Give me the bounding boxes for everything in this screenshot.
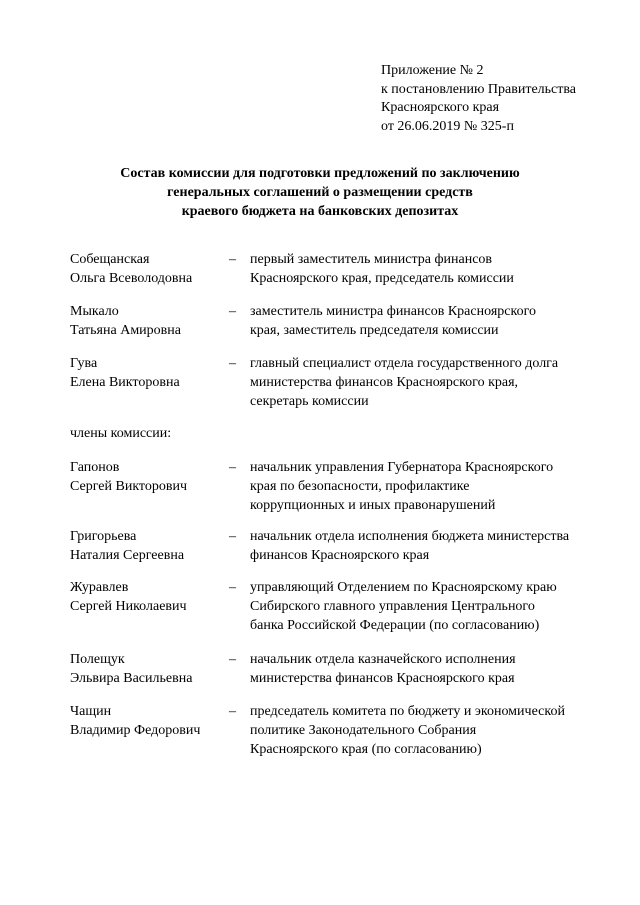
role-line: края по безопасности, профилактике — [250, 479, 470, 494]
role-line: первый заместитель министра финансов — [250, 252, 493, 267]
member-name — [70, 302, 225, 340]
title-line: генеральных соглашений о размещении средств — [167, 185, 473, 200]
role-line: управляющий Отделением по Красноярскому краю — [250, 580, 557, 595]
role-line: председатель комитета по бюджету и экономической — [250, 704, 565, 719]
member-name — [70, 702, 225, 740]
role-line: коррупционных и иных правонарушений — [250, 498, 496, 513]
separator-dash: – — [229, 252, 236, 267]
member-given-names: Ольга Всеволодовна — [70, 271, 193, 286]
member-role — [250, 302, 610, 340]
member-given-names: Эльвира Васильевна — [70, 671, 193, 686]
separator-dash: – — [229, 652, 236, 667]
member-role — [250, 650, 610, 688]
members-section-label: члены комиссии: — [70, 426, 172, 441]
role-line: Красноярского края (по согласованию) — [250, 742, 482, 757]
member-name — [70, 650, 225, 688]
member-surname: Собещанская — [70, 252, 150, 267]
member-name — [70, 354, 225, 392]
role-line: начальник управления Губернатора Красноярского — [250, 460, 554, 475]
member-name — [70, 458, 225, 496]
separator-dash: – — [229, 304, 236, 319]
separator-dash: – — [229, 580, 236, 595]
appendix-block — [381, 62, 576, 136]
member-given-names: Владимир Федорович — [70, 723, 201, 738]
document-title — [80, 164, 560, 221]
separator-dash: – — [229, 356, 236, 371]
role-line: Сибирского главного управления Центрального — [250, 599, 535, 614]
member-surname: Журавлев — [70, 580, 129, 595]
role-line: секретарь комиссии — [250, 394, 369, 409]
role-line: политике Законодательного Собрания — [250, 723, 477, 738]
member-name — [70, 250, 225, 288]
member-given-names: Сергей Николаевич — [70, 599, 187, 614]
member-surname: Чащин — [70, 704, 112, 719]
member-surname: Гапонов — [70, 460, 120, 475]
member-given-names: Татьяна Амировна — [70, 323, 181, 338]
separator-dash: – — [229, 460, 236, 475]
role-line: министерства финансов Красноярского края, — [250, 375, 519, 390]
member-given-names: Наталия Сергеевна — [70, 548, 185, 563]
role-line: начальник отдела исполнения бюджета министерства — [250, 529, 570, 544]
role-line: главный специалист отдела государственного долга — [250, 356, 559, 371]
member-role — [250, 527, 610, 565]
appendix-line: от 26.06.2019 № 325-п — [381, 118, 514, 134]
role-line: Красноярского края, председатель комиссии — [250, 271, 514, 286]
role-line: министерства финансов Красноярского края — [250, 671, 515, 686]
title-line: краевого бюджета на банковских депозитах — [181, 204, 459, 219]
member-surname: Гува — [70, 356, 98, 371]
member-surname: Мыкало — [70, 304, 119, 319]
separator-dash: – — [229, 704, 236, 719]
role-line: финансов Красноярского края — [250, 548, 430, 563]
separator-dash: – — [229, 529, 236, 544]
member-role — [250, 702, 610, 759]
role-line: банка Российской Федерации (по согласованию) — [250, 618, 540, 633]
member-role — [250, 354, 610, 411]
member-given-names: Елена Викторовна — [70, 375, 180, 390]
member-name — [70, 578, 225, 616]
role-line: края, заместитель председателя комиссии — [250, 323, 499, 338]
appendix-line: Приложение № 2 — [381, 63, 484, 78]
member-role — [250, 578, 610, 635]
appendix-line: к постановлению Правительства — [381, 81, 577, 97]
role-line: начальник отдела казначейского исполнения — [250, 652, 516, 667]
member-surname: Григорьева — [70, 529, 137, 544]
appendix-line: Красноярского края — [381, 100, 500, 115]
member-name — [70, 527, 225, 565]
member-surname: Полещук — [70, 652, 125, 667]
member-role — [250, 458, 610, 515]
title-line: Состав комиссии для подготовки предложений по заключению — [120, 166, 520, 181]
member-role — [250, 250, 610, 288]
role-line: заместитель министра финансов Красноярского — [250, 304, 536, 319]
member-given-names: Сергей Викторович — [70, 479, 188, 494]
